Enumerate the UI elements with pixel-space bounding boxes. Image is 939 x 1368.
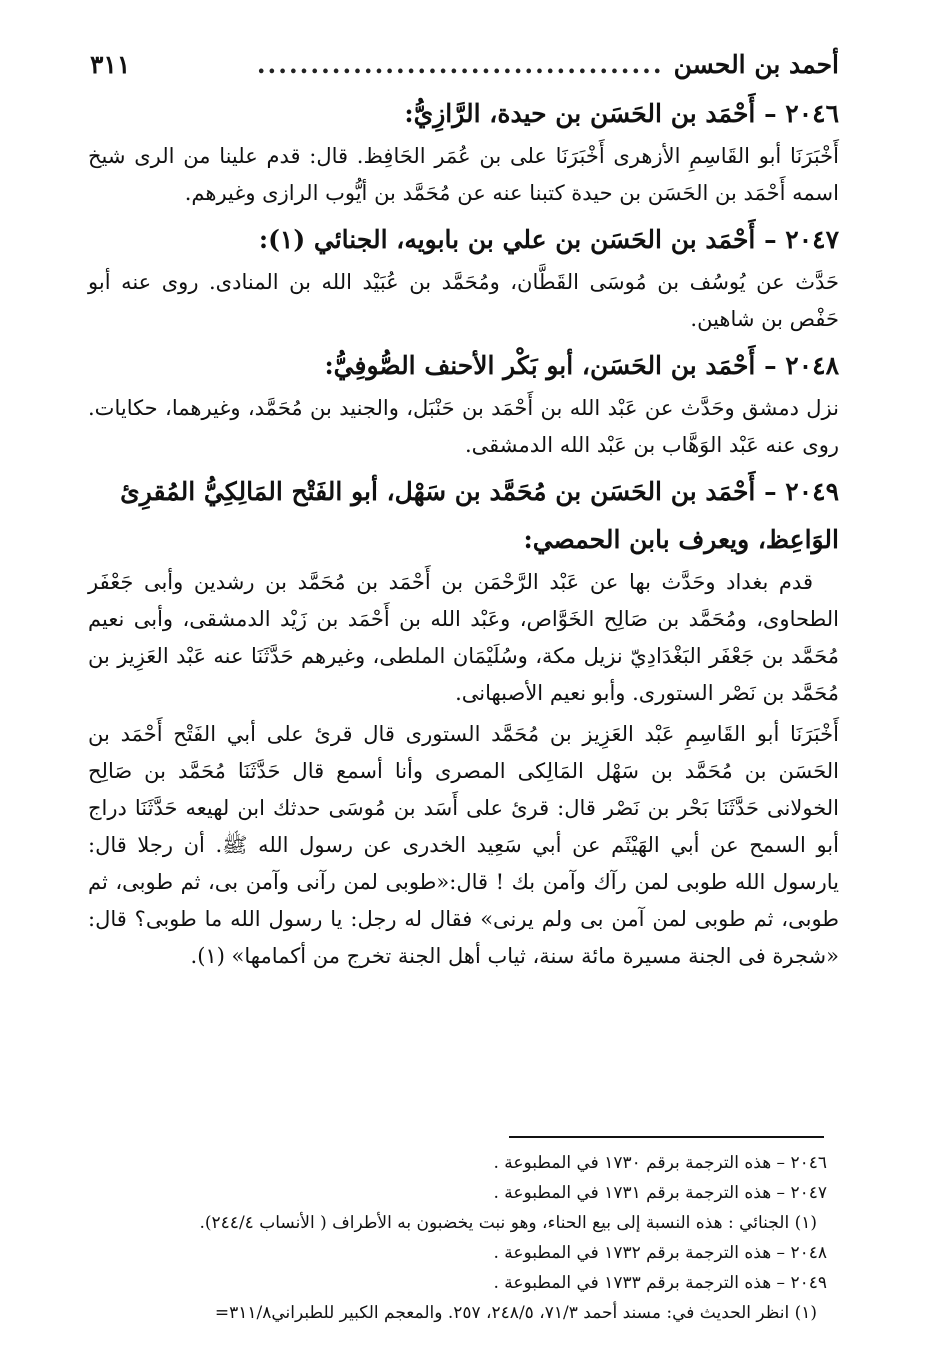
entry-paragraph: قدم بغداد وحَدَّث بها عن عَبْد الرَّحْمَن بن أَحْمَد بن مُحَمَّد بن رشدين وأبى جَعْفَر الطحاوى، ومُحَمَّد بن صَالِح الخَوَّاص، وعَبْد الله بن أَحْمَد بن زَيْد الدمشقى، وأبى نعيم مُحَمَّد بن جَعْفَر البَغْدَادِيّ نزيل مكة، وسُلَيْمَان الملطى، وغيرهم حَدَّثَنَا عنه عَبْد العَزِيز بن مُحَمَّد بن نَصْر الستورى. وأبو نعيم الأصبهانى.	[88, 570, 839, 705]
footnote: (١) انظر الحديث في: مسند أحمد ٧١/٣، ٢٤٨/٥، ٢٥٧. والمعجم الكبير للطبراني٣١١/٨=	[214, 1303, 817, 1323]
footnote-divider	[509, 1136, 824, 1138]
entry-heading: ٢٠٤٧ – أَحْمَد بن الحَسَن بن علي بن بابويه، الجنائي (١):	[258, 225, 839, 254]
footnotes	[88, 1148, 827, 1328]
footnote: ٢٠٤٦ – هذه الترجمة برقم ١٧٣٠ في المطبوعة .	[493, 1153, 827, 1173]
entry-paragraph: حَدَّث عن يُوسُف بن مُوسَى القَطَّان، ومُحَمَّد بن عُبَيْد الله بن المنادى. روى عنه أبو حَفْص بن شاهين.	[88, 270, 839, 331]
page-body	[88, 90, 839, 979]
entry-heading: ٢٠٤٨ – أَحْمَد بن الحَسَن، أبو بَكْر الأحنف الصُّوفِيُّ:	[324, 351, 839, 380]
footnote: ٢٠٤٧ – هذه الترجمة برقم ١٧٣١ في المطبوعة .	[493, 1183, 827, 1203]
entry-2048	[88, 342, 839, 464]
footnote: ٢٠٤٩ – هذه الترجمة برقم ١٧٣٣ في المطبوعة .	[493, 1273, 827, 1293]
entry-2049	[88, 468, 839, 975]
entry-paragraph: نزل دمشق وحَدَّث عن عَبْد الله بن أَحْمَد بن حَنْبَل، والجنيد بن مُحَمَّد، وغيرهما، حكايات. روى عنه عَبْد الوَهَّاب بن عَبْد الله الدمشقى.	[88, 396, 839, 457]
page-header	[90, 44, 839, 84]
entry-2046	[88, 90, 839, 212]
leader-dots: ......................................	[256, 49, 664, 79]
entry-2047	[88, 216, 839, 338]
footnote: ٢٠٤٨ – هذه الترجمة برقم ١٧٣٢ في المطبوعة .	[493, 1243, 827, 1263]
entry-paragraph: أَخْبَرَنَا أبو القَاسِمِ عَبْد العَزِيز بن مُحَمَّد الستورى قال قرئ على أبي الفَتْح أَحْمَد بن الحَسَن بن مُحَمَّد بن سَهْل المَالِكى المصرى وأنا أسمع قال حَدَّثَنَا مُحَمَّد بن صَالِح الخولانى حَدَّثَنَا بَحْر بن نَصْر قال: قرئ على أَسَد بن مُوسَى حدثك ابن لهيعه حَدَّثَنَا دراج أبو السمح عن أبي الهَيْثَم عن أبي سَعِيد الخدرى عن رسول الله ﷺ. أن رجلا قال: يارسول الله طوبى لمن رآك وآمن بك ! قال:«طوبى لمن رآنى وآمن بى، ثم طوبى، ثم طوبى، ثم طوبى لمن آمن بى ولم يرنى» فقال له رجل: يا رسول الله ما طوبى؟ قال: «شجرة فى الجنة مسيرة مائة سنة، ثياب أهل الجنة تخرج من أكمامها» (١).	[88, 722, 839, 968]
entry-paragraph: أَخْبَرَنَا أبو القَاسِمِ الأزهرى أَخْبَرَنَا على بن عُمَر الحَافِظ. قال: قدم علينا من الرى شيخ اسمه أَحْمَد بن الحَسَن بن حيدة كتبنا عنه عن مُحَمَّد بن أيُّوب الرازى وغيرهم.	[88, 144, 839, 205]
entry-heading: ٢٠٤٩ – أَحْمَد بن الحَسَن بن مُحَمَّد بن سَهْل، أبو الفَتْح المَالِكِيُّ المُقرِئ الوَاعِظ، ويعرف بابن الحمصي:	[120, 477, 839, 554]
page-number: ٣١١	[90, 49, 131, 79]
running-title: أحمد بن الحسن	[673, 49, 839, 79]
footnote: (١) الجنائي : هذه النسبة إلى بيع الحناء، وهو نبت يخضبون به الأطراف ( الأنساب ٢٤٤/٤).	[199, 1213, 817, 1233]
entry-heading: ٢٠٤٦ – أَحْمَد بن الحَسَن بن حيدة، الرَّازِيُّ:	[404, 99, 839, 128]
